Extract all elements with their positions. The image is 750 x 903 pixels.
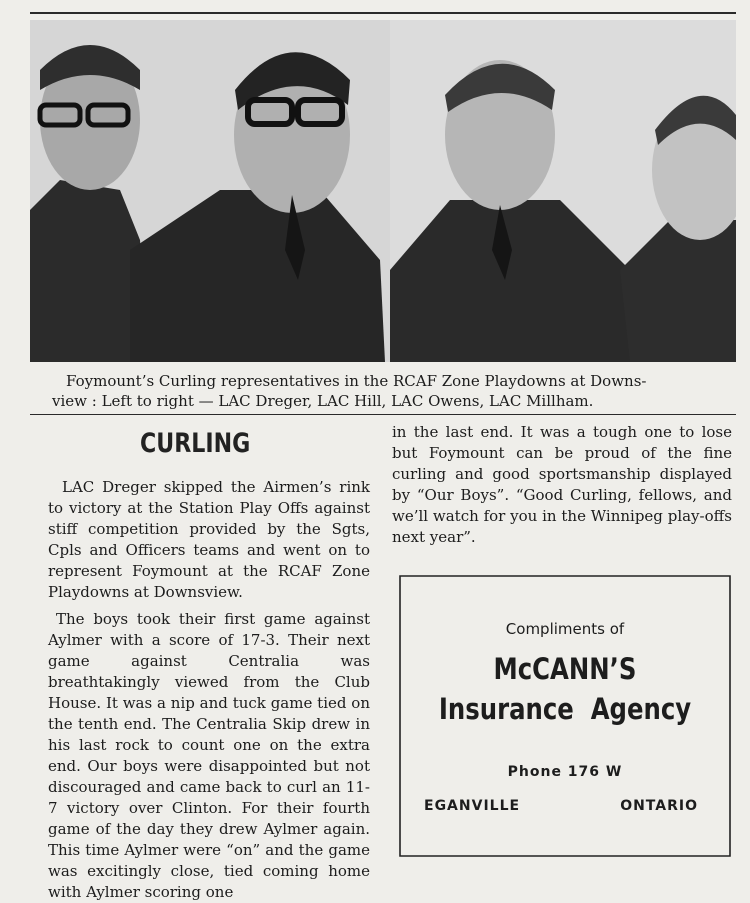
photo-illustration: [30, 20, 736, 362]
article-column-left: [48, 477, 370, 903]
ad-province: ONTARIO: [620, 798, 698, 814]
caption-line-1: Foymount’s Curling representatives in the RCAF Zone Playdowns at Downs-: [66, 372, 647, 390]
ad-city: EGANVILLE: [424, 798, 521, 814]
caption-rule: [30, 414, 736, 415]
article-continuation: in the last end. It was a tough one to lose but Foymount can be proud of the fine curling and good sportsmanship displayed by “Our Boys”. “Good Curling, fellows, and we’ll watch for you in the Winnipeg play-offs next year”.: [392, 423, 732, 546]
photo-caption: [52, 371, 738, 411]
ad-phone: Phone 176 W: [507, 764, 623, 780]
article-paragraph-1: LAC Dreger skipped the Airmen’s rink to victory at the Station Play Offs against stiff competition provided by the Sgts, Cpls and Officers teams and went on to represent Foymount at the RCAF Zone Playdowns at Downsview.: [48, 478, 370, 601]
top-rule: [30, 12, 736, 14]
article-heading: CURLING: [140, 428, 251, 459]
ad-company-type: Insurance Agency: [438, 692, 692, 726]
article-paragraph-2: The boys took their first game against Aylmer with a score of 17-3. Their next game against Centralia was breathtakingly viewed from the Club House. It was a nip and tuck game tied on the tenth end. The Centralia Skip drew in his last rock to count one on the extra end. Our boys were disappointed but not discouraged and came back to curl an 11-7 victory over Clinton. For their fourth game of the day they drew Aylmer again. This time Aylmer were “on” and the game was excitingly close, tied coming home with Aylmer scoring one: [48, 610, 370, 901]
mccanns-advertisement: [394, 570, 736, 862]
team-photo: [30, 20, 736, 362]
ad-compliments: Compliments of: [505, 620, 625, 638]
article-column-right: [392, 422, 732, 548]
ad-company-name: McCANN’S: [493, 652, 637, 686]
caption-line-2: view : Left to right — LAC Dreger, LAC Hill, LAC Owens, LAC Millham.: [52, 392, 594, 410]
